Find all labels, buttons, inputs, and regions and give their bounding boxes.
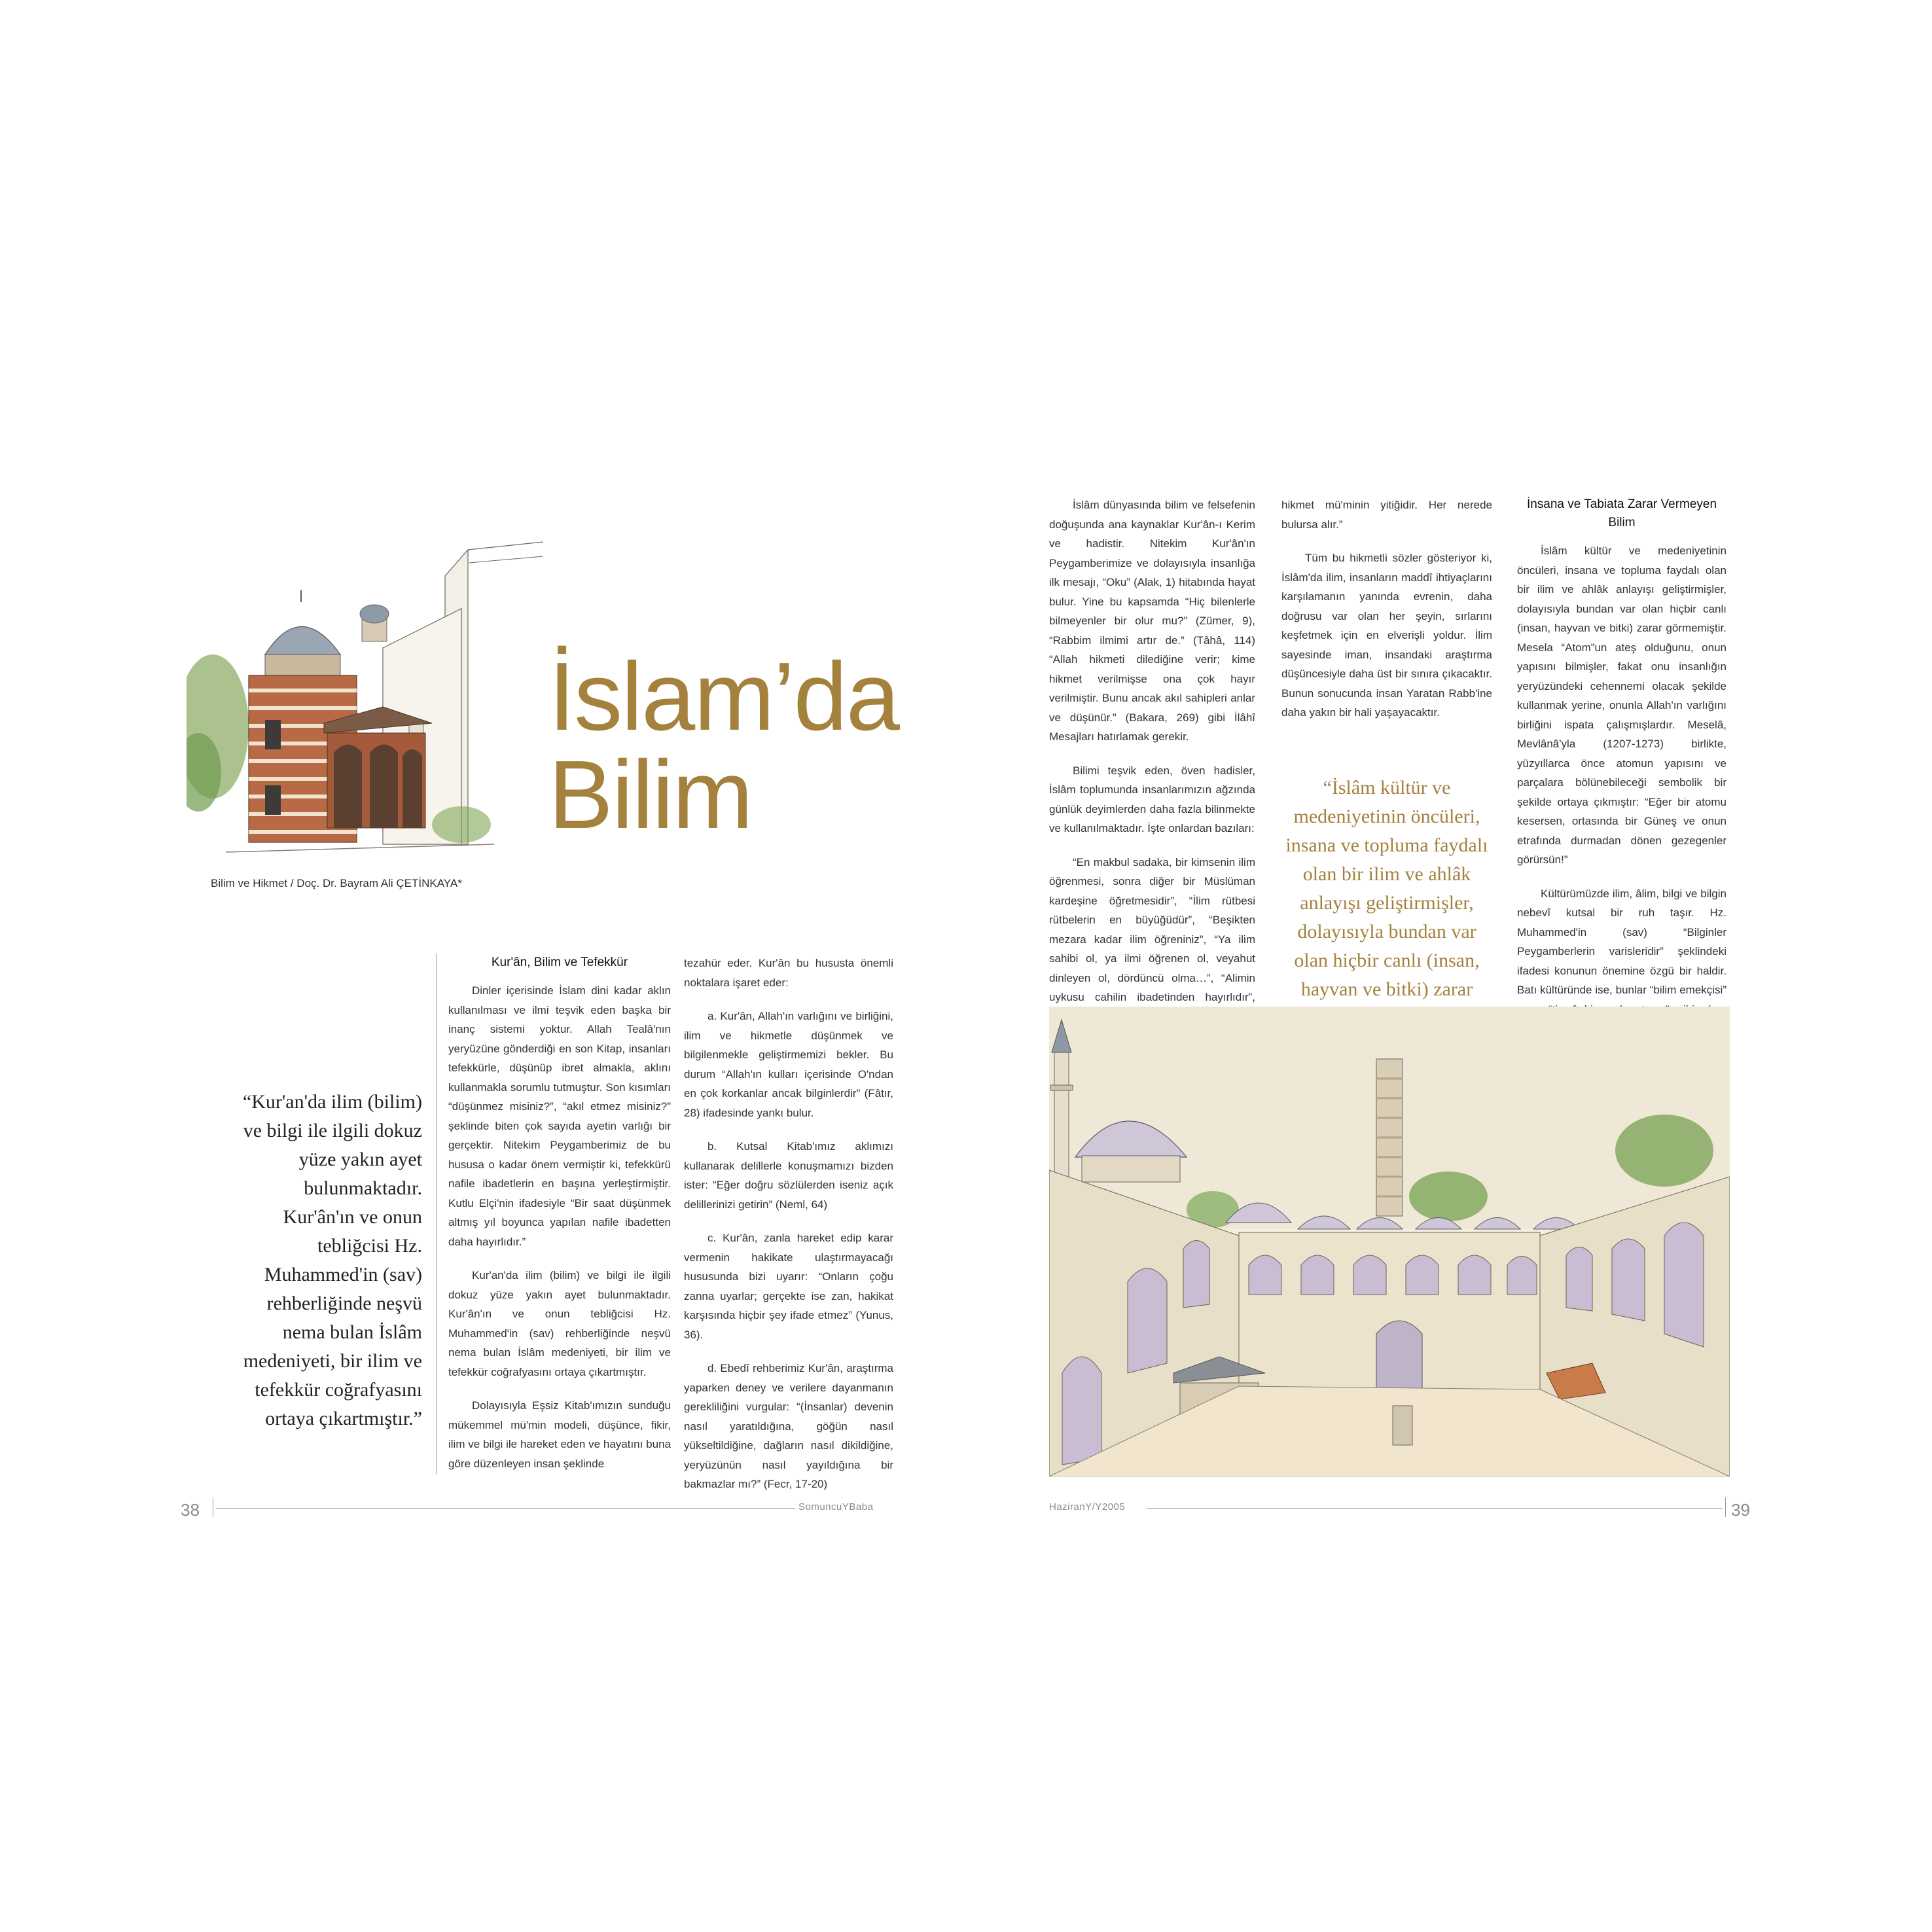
paragraph: “En makbul sadaka, bir kimsenin ilim öğrenmesi, sonra diğer bir Müslüman kardeşine öğretmesidir”, “İlim rütbesi rütbelerin en büyüğüdür”, “Beşikten mezara kadar ilim öğreniniz”, “Ya ilim sahibi ol, ya ilmi öğrenen ol, veyahut dinleyen ol, dördüncü olma…”, “Alimin uykusu cahilin ibadetinden hayırlıdır”, bbox=[1049, 855, 1255, 1003]
right-column-2 bbox=[1281, 495, 1492, 737]
left-pull-quote: “Kur'an'da ilim (bilim) ve bilgi ile ilgili dokuz yüze yakın ayet bulunmaktadır. Kur'ân'ın ve onun tebliğcisi Hz. Muhammed'in (sav) rehberliğinde neşvü nema bulan İslâm medeniyeti, bir ilim ve tefekkür coğrafyasını ortaya çıkartmıştır.” bbox=[242, 1091, 422, 1429]
section-heading-harmless-science: İnsana ve Tabiata Zarar Vermeyen Bilim bbox=[1526, 497, 1717, 529]
footer-magazine-name: SomuncuYBaba bbox=[798, 1501, 874, 1512]
paragraph: Kur'an'da ilim (bilim) ve bilgi ile ilgili dokuz yüze yakın ayet bulunmaktadır. Kur'ân'ın ve onun tebliğcisi Hz. Muhammed'in (sav) rehberliğinde neşvü nema bulan İslâm medeniyeti, bir ilim ve tefekkür coğrafyasını ortaya çıkartmıştır. bbox=[448, 1269, 671, 1378]
footer-left-rule bbox=[216, 1508, 795, 1509]
tomb-watercolor-illustration bbox=[187, 537, 543, 874]
paragraph: hikmet mü'minin yitiğidir. Her nerede bulursa alır.” bbox=[1281, 499, 1492, 531]
footer-right-divider bbox=[1725, 1497, 1726, 1517]
paragraph: Dinler içerisinde İslam dini kadar aklın kullanılması ve ilmi teşvik eden başka bir inanç sistemi yoktur. Allah Tealâ'nın yeryüzüne gönderdiği en son Kitap, insanları tefekkürle, düşünüp ibret almakla, aklını kullanmakla sorumlu tutmuştur. Son kısımları “düşünmez misiniz?”, “akıl etmez misiniz?” şeklinde biten çok sayıda ayetin varlığı bir gerçektir. Nitekim Peygamberimiz de bu hususa o kadar önem vermiştir ki, tefekkürü nafile ibadetlerin en başına yerleştirmiştir. Kutlu Elçi'nin ifadesiyle “Bir saat düşünmek altmış yıl boyunca yapılan nafile ibadetten daha hayırlıdır.” bbox=[448, 984, 671, 1248]
courtyard-watercolor-illustration bbox=[1049, 1007, 1730, 1476]
right-pull-quote: “İslâm kültür ve medeniyetinin öncüleri, insana ve topluma faydalı olan bir ilim ve ahlâk anlayışı geliştirmişler, dolayısıyla bundan var olan hiçbir canlı (insan, hayvan ve bitki) zarar bbox=[1285, 777, 1488, 1000]
paragraph: b. Kutsal Kitab'ımız aklımızı kullanarak delillerle konuşmamızı bizden ister: “Eğer doğru sözlülerden iseniz açık delillerinizi getirin” (Neml, 64) bbox=[684, 1140, 893, 1211]
paragraph: Bilimi teşvik eden, öven hadisler, İslâm toplumunda insanlarımızın ağzında günlük deyimlerden daha fazla bilinmekte ve kullanılmaktadır. İşte onlardan bazıları: bbox=[1049, 764, 1255, 834]
article-title-line2: Bilim bbox=[548, 741, 752, 849]
page-number-left: 38 bbox=[181, 1500, 200, 1520]
paragraph: tezahür eder. Kur'ân bu hususta önemli noktalara işaret eder: bbox=[684, 957, 893, 989]
paragraph: Dolayısıyla Eşsiz Kitab'ımızın sunduğu mükemmel mü'min modeli, düşünce, fikir, ilim ve bilgi ile hareket eden ve hayatını buna göre düzenleyen insan şeklinde bbox=[448, 1399, 671, 1470]
right-column-3 bbox=[1517, 495, 1726, 1072]
left-column-1 bbox=[448, 954, 671, 1488]
left-column-2 bbox=[684, 954, 893, 1509]
paragraph: c. Kur'ân, zanla hareket edip karar vermenin hakikate ulaştırmayacağı hususunda bizi uyarır: “Onların çoğu zanna uyarlar; gerçekte ise zan, hakikat karşısında hiçbir şey ifade etmez” (Yunus, 36). bbox=[684, 1232, 893, 1341]
paragraph: Kültürümüzde ilim, âlim, bilgi ve bilgin nebevî kutsal bir ruh taşır. Hz. Muhammed'in (sav) “Bilginler Peygamberlerin varisleridir” şeklindeki ifadesi konunun önemine özgü bir haldir. Batı kültüründe ise, bunlar “bilim emekçisi” bbox=[1517, 887, 1726, 996]
footer-right-rule bbox=[1147, 1508, 1723, 1509]
paragraph: İslâm kültür ve medeniyetinin öncüleri, insana ve topluma faydalı olan bir ilim ve ahlâk anlayışı geliştirmişler, dolayısıyla bundan var olan hiçbir canlı (insan, hayvan ve bitki) zarar görmemiştir. Mesela “Atom”un ateş olduğunu, onun yapısını bilmişler, fakat onu insanlığın yeryüzündeki cehennemi olacak şekilde kullanmak yerine, onunla Allah'ın varlığını birliğini ispata çalışmışlardır. Meselâ, Mevlânâ'yla (1207-1273) birlikte, yüzyıllarca önce atomun yapısını ve parçalara bölünebileceği sembolik bir şekilde ortaya çıkmıştır: “Eğer bir atomu kesersen, ortasında bir Güneş ve onun etrafında durmadan dönen gezegenler görürsün!” bbox=[1517, 545, 1726, 866]
paragraph: a. Kur'ân, Allah'ın varlığını ve birliğini, ilim ve hikmetle düşünmek ve bilgilenmekle geliştirmemizi bekler. Bu durum “Allah'ın kulları içerisinde O'ndan en çok korkanlar ancak bilginlerdir” (Fâtır, 28) ifadesinde yankı bulur. bbox=[684, 1010, 893, 1119]
paragraph: İslâm dünyasında bilim ve felsefenin doğuşunda ana kaynaklar Kur'ân-ı Kerim ve hadistir. Nitekim Kur'ân'ın Peygamberimize ve dolayısıyla insanlığa ilk mesajı, “Oku” (Alak, 1) hitabında hayat bulur. Yine bu kapsamda “Hiç bilenlerle bilmeyenler bir olur mu?” (Zümer, 9), “Rabbim ilmimi artır de.” (Tâhâ, 114) “Allah hikmeti dilediğine verir; kime hikmet verilmişse ona çok hayır verilmiştir. Bunu ancak akıl sahipleri anlar ve düşünür.” (Bakara, 269) gibi İlâhî Mesajları hatırlamak gerekir. bbox=[1049, 499, 1255, 743]
article-byline: Bilim ve Hikmet / Doç. Dr. Bayram Ali ÇETİNKAYA* bbox=[211, 877, 462, 889]
footer-issue-date: HaziranY/Y2005 bbox=[1049, 1501, 1126, 1512]
paragraph: d. Ebedî rehberimiz Kur'ân, araştırma yaparken deney ve verilere dayanmanın gerekliliğini vurgular: “(İnsanlar) devenin nasıl yaratıldığına, göğün nasıl yükseltildiğine, dağların nasıl dikildiğine, yeryüzünün nasıl yayıldığına bir bakmazlar mı?” (Fecr, 17-20) bbox=[684, 1362, 893, 1490]
page-number-right: 39 bbox=[1731, 1500, 1750, 1520]
paragraph: Tüm bu hikmetli sözler gösteriyor ki, İslâm'da ilim, insanların maddî ihtiyaçlarını karşılamanın yanında evrenin, daha doğrusu var olan her şeyin, sırlarını keşfetmek için en elverişli yoldur. İlim sayesinde iman, insandaki araştırma düşüncesiyle daha üst bir sınıra çıkacaktır. Bunun sonucunda insan Yaratan Rabb'ine daha yakın bir hali yaşayacaktır. bbox=[1281, 552, 1492, 719]
right-column-1 bbox=[1049, 495, 1255, 1041]
article-title-line1: İslam’da bbox=[548, 643, 899, 751]
section-heading-quran-science: Kur'ân, Bilim ve Tefekkür bbox=[491, 956, 628, 969]
left-column-rule bbox=[436, 954, 437, 1474]
